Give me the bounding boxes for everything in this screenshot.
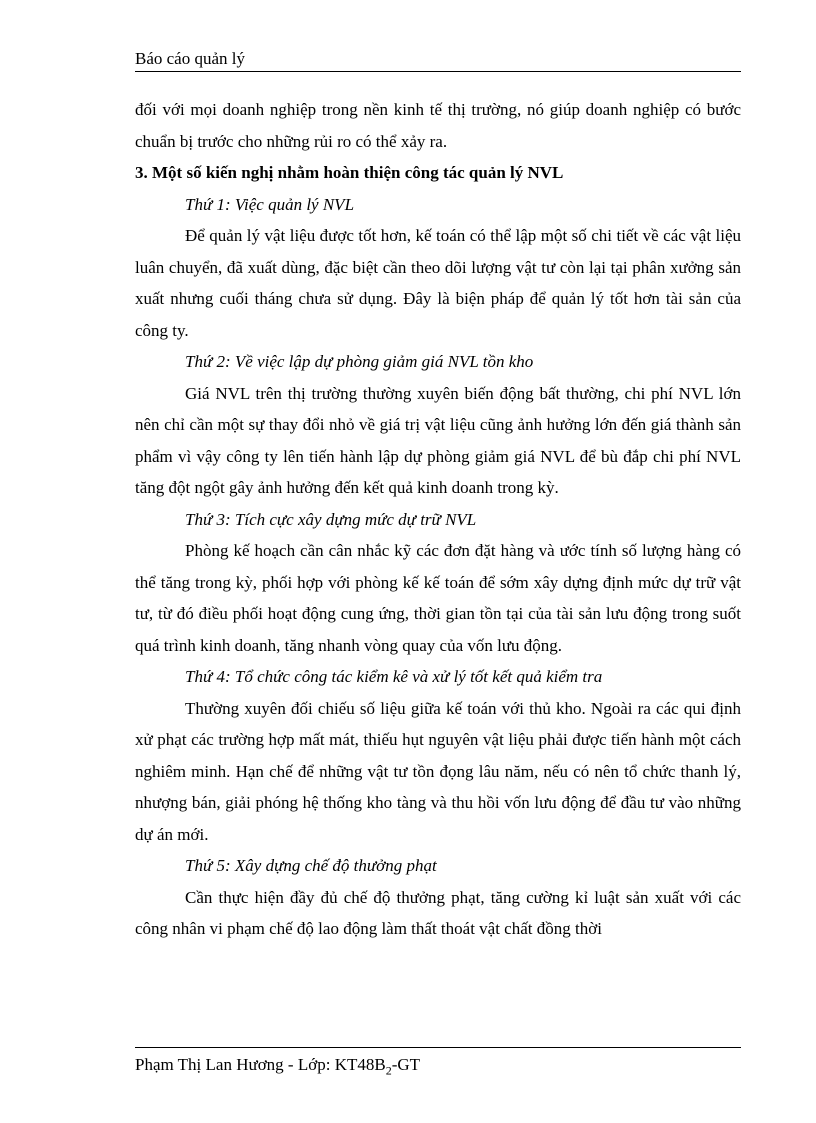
footer-divider <box>135 1047 741 1048</box>
footer-class-subscript: 2 <box>385 1063 392 1078</box>
item-5-title: Thứ 5: Xây dựng chế độ thưởng phạt <box>185 856 437 875</box>
document-body <box>135 94 741 945</box>
item-3-text: Phòng kế hoạch cần cân nhắc kỹ các đơn đặt hàng và ước tính số lượng hàng có thể tăng trong kỳ, phối hợp với phòng kế kế toán để sớm xây dựng định mức dự trữ vật tư, từ đó điều phối hoạt động cung ứng, thời gian tồn tại của tài sản lưu động trong suốt quá trình kinh doanh, tăng nhanh vòng quay của vốn lưu động. <box>135 541 741 655</box>
header-title: Báo cáo quản lý <box>135 49 245 68</box>
item-2-title: Thứ 2: Về việc lập dự phòng giảm giá NVL tồn kho <box>185 352 534 371</box>
footer-author: Phạm Thị Lan Hương - Lớp: KT48B <box>135 1055 386 1074</box>
section-heading: 3. Một số kiến nghị nhằm hoàn thiện công tác quản lý NVL <box>135 163 564 182</box>
item-1-title: Thứ 1: Việc quản lý NVL <box>185 194 355 214</box>
item-2-text: Giá NVL trên thị trường thường xuyên biến động bất thường, chi phí NVL lớn nên chỉ cần một sự thay đổi nhỏ về giá trị vật liệu cũng ảnh hưởng lớn đến giá thành sản phẩm vì vậy công ty lên tiến hành lập dự phòng giảm giá NVL để bù đắp chi phí NVL tăng đột ngột gây ảnh hưởng đến kết quả kinh doanh trong kỳ. <box>135 383 741 497</box>
item-1-text: Để quản lý vật liệu được tốt hơn, kế toán có thể lập một số chi tiết về các vật liệu luân chuyển, đã xuất dùng, đặc biệt cần theo dõi lượng vật tư còn lại tại phân xưởng sản xuất nhưng cuối tháng chưa sử dụng. Đây là biện pháp để quản lý tốt hơn tài sản của công ty. <box>135 226 741 340</box>
footer-class-suffix: -GT <box>391 1055 421 1074</box>
item-4-text: Thường xuyên đối chiếu số liệu giữa kế toán với thủ kho. Ngoài ra các qui định xử phạt các trường hợp mất mát, thiếu hụt nguyên vật liệu phải được tiến hành một cách nghiêm minh. Hạn chế để những vật tư tồn đọng lâu năm, nếu có nên tổ chức thanh lý, nhượng bán, giải phóng hệ thống kho tàng và thu hồi vốn lưu động để đầu tư vào những dự án mới. <box>135 698 741 844</box>
intro-paragraph: đối với mọi doanh nghiệp trong nền kinh tế thị trường, nó giúp doanh nghiệp có bước chuẩn bị trước cho những rủi ro có thể xảy ra. <box>135 100 741 151</box>
item-3-title: Thứ 3: Tích cực xây dựng mức dự trữ NVL <box>185 509 477 529</box>
item-5-text: Cần thực hiện đầy đủ chế độ thưởng phạt, tăng cường kỉ luật sản xuất với các công nhân vi phạm chế độ lao động làm thất thoát vật chất đồng thời <box>135 887 741 938</box>
page-footer <box>135 1054 741 1081</box>
item-4-title: Thứ 4: Tổ chức công tác kiểm kê và xử lý tốt kết quả kiểm tra <box>185 667 603 686</box>
page-header <box>135 48 741 72</box>
